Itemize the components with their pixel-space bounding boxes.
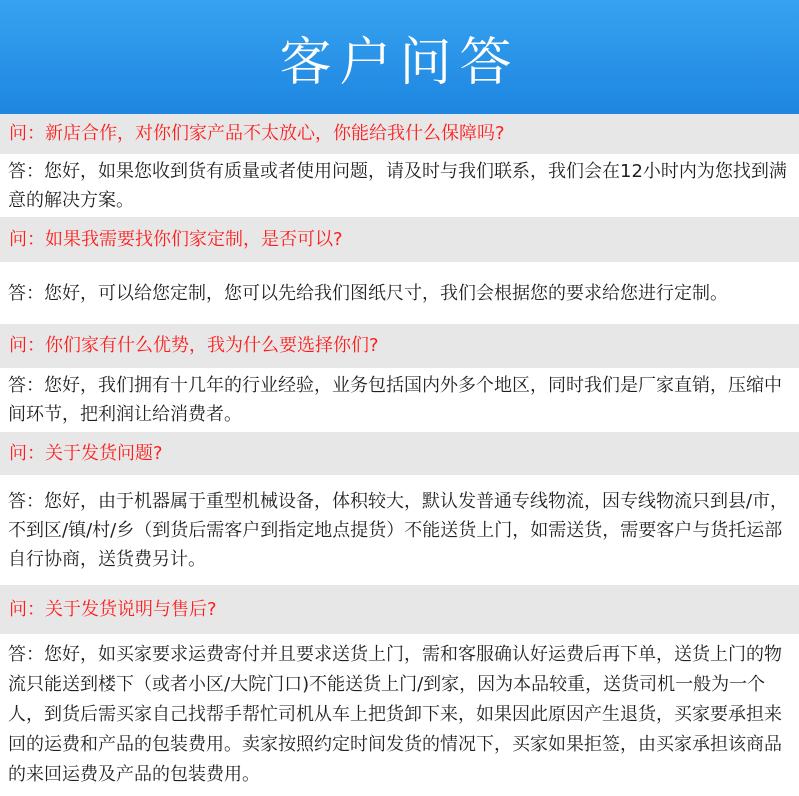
answer-5 bbox=[0, 634, 799, 796]
question-1 bbox=[0, 114, 799, 154]
answer-3 bbox=[0, 368, 799, 432]
question-1-text: 问：新店合作，对你们家产品不太放心，你能给我什么保障吗? bbox=[9, 123, 505, 144]
page-title-banner bbox=[0, 0, 799, 114]
page-title: 客户问答 bbox=[279, 32, 520, 93]
question-2 bbox=[0, 217, 799, 262]
answer-1 bbox=[0, 154, 799, 217]
question-5 bbox=[0, 585, 799, 634]
answer-4-text: 答：您好，由于机器属于重型机械设备，体积较大，默认发普通专线物流，因专线物流只到县/市，不到区/镇/村/乡（到货后需客户到指定地点提货）不能送货上门，如需送货，需要客户与货托运部自行协商，送货费另计。 bbox=[8, 490, 789, 570]
question-5-text: 问：关于发货说明与售后? bbox=[9, 598, 217, 620]
question-2-text: 问：如果我需要找你们家定制，是否可以? bbox=[9, 228, 343, 250]
answer-3-text: 答：您好，我们拥有十几年的行业经验，业务包括国内外多个地区，同时我们是厂家直销，压缩中间环节，把利润让给消费者。 bbox=[8, 375, 782, 425]
answer-2 bbox=[0, 262, 799, 324]
question-4-text: 问：关于发货问题? bbox=[9, 442, 163, 464]
answer-4 bbox=[0, 475, 799, 585]
question-3-text: 问：你们家有什么优势，我为什么要选择你们? bbox=[9, 335, 379, 356]
question-4 bbox=[0, 432, 799, 475]
question-3 bbox=[0, 324, 799, 368]
qa-list bbox=[0, 114, 799, 796]
answer-5-text: 答：您好，如买家要求运费寄付并且要求送货上门，需和客服确认好运费后再下单，送货上门的物流只能送到楼下（或者小区/大院门口)不能送货上门/到家，因为本品较重，送货司机一般为一个人，到货后需买家自己找帮手帮忙司机从车上把货卸下来，如果因此原因产生退货，买家要承担来回的运费和产品的包装费用。卖家按照约定时间发货的情况下，买家如果拒签，由买家承担该商品的来回运费及产品的包装费用。 bbox=[8, 644, 782, 785]
answer-2-text: 答：您好，可以给您定制，您可以先给我们图纸尺寸，我们会根据您的要求给您进行定制。 bbox=[8, 282, 728, 304]
answer-1-text: 答：您好，如果您收到货有质量或者使用问题，请及时与我们联系，我们会在12小时内为您找到满意的解决方案。 bbox=[8, 160, 787, 211]
